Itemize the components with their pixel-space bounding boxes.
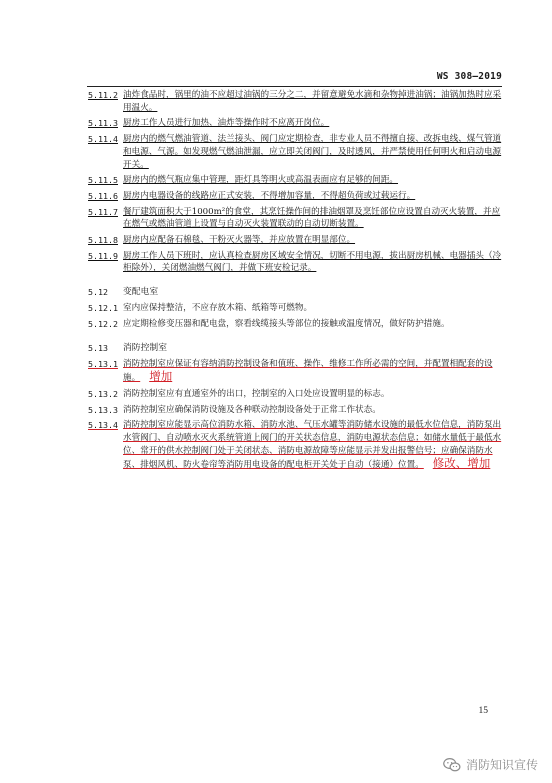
- annotation-modified-added: 修改、增加: [432, 456, 491, 471]
- clause-5-11-3: [88, 117, 502, 130]
- clause-5-11-2: [88, 89, 502, 114]
- clause-5-13-3: [88, 404, 502, 417]
- clause-number: 5.11.3: [88, 118, 118, 129]
- header-rule: [87, 86, 502, 87]
- clause-text: 厨房内的燃气瓶应集中管理，距灯具等明火或高温表面应有足够的间距。: [123, 175, 399, 186]
- wechat-icon: [443, 757, 461, 773]
- page-number: 15: [478, 706, 488, 716]
- clause-text: 室内应保持整洁，不应存放木箱、纸箱等可燃物。: [123, 303, 313, 314]
- clause-text: 消防控制室应确保消防设施及各种联动控制设备处于正常工作状态。: [123, 404, 381, 415]
- watermark-text: 消防知识宣传: [465, 758, 538, 772]
- section-heading-5-13: [88, 342, 502, 355]
- clause-number: 5.12.1: [88, 303, 118, 314]
- clause-text: 消防控制室应保证有容纳消防控制设备和值班、操作、维修工作所必需的空间，并配置相配套的设施。: [123, 358, 493, 384]
- clause-text: 油炸食品时，锅里的油不应超过油锅的三分之二，并留意避免水滴和杂物掉进油锅；油锅加热时应采用温火。: [123, 90, 502, 113]
- document-body: [88, 89, 502, 472]
- clause-5-11-9: [88, 250, 502, 275]
- clause-number: 5.11.5: [88, 175, 118, 186]
- clause-text: 消防控制室应有直通室外的出口，控制室的入口处应设置明显的标志。: [123, 388, 390, 399]
- clause-5-12-2: [88, 318, 502, 331]
- clause-text: 厨房工作人员进行加热、油炸等操作时不应离开岗位。: [123, 118, 330, 129]
- clause-5-11-4: [88, 133, 502, 171]
- clause-5-13-2: [88, 388, 502, 401]
- clause-number: 5.11.9: [88, 250, 118, 261]
- clause-5-11-7: [88, 206, 502, 231]
- clause-number: 5.12.2: [88, 318, 118, 329]
- clause-number: 5.11.6: [88, 190, 118, 201]
- clause-text: 厨房内电器设备的线路应正式安装，不得增加容量，不得超负荷或过载运行。: [123, 190, 416, 201]
- clause-text: 应定期检修变压器和配电盘，察看线缆接头等部位的接触或温度情况，做好防护措施。: [123, 318, 450, 329]
- section-title: 变配电室: [123, 287, 159, 298]
- clause-number: 5.13.3: [88, 404, 118, 415]
- watermark: [443, 756, 538, 773]
- clause-text: 厨房内的燃气燃油管道、法兰接头、阀门应定期检查，非专业人员不得擅自接、改拆电线、煤气管道和电源、气源。如发现燃气燃油泄漏，应立即关闭阀门，及时透风，并严禁使用任何明火和启动电源开关。: [123, 134, 502, 170]
- clause-5-11-5: [88, 174, 502, 187]
- clause-5-13-1: [88, 358, 502, 385]
- clause-5-11-8: [88, 234, 502, 247]
- clause-5-13-4: [88, 419, 502, 472]
- clause-text: 厨房工作人员下班时，应认真检查厨房区域安全情况，切断不用电源，拔出厨房机械、电器插头（冷柜除外），关闭燃油燃气阀门，并做下班安检记录。: [123, 250, 502, 274]
- clause-number: 5.13.2: [88, 388, 118, 399]
- doc-code: WS 308—2019: [436, 71, 502, 82]
- clause-5-11-6: [88, 190, 502, 203]
- clause-number: 5.11.8: [88, 235, 118, 246]
- clause-number: 5.13.1: [88, 358, 118, 369]
- clause-number: 5.13.4: [88, 420, 118, 431]
- section-number: 5.12: [88, 287, 108, 298]
- clause-number: 5.11.7: [88, 206, 118, 217]
- clause-text: 消防控制室应能显示高位消防水箱、消防水池、气压水罐等消防储水设施的最低水位信息，消防泵出水管阀门、自动喷水灭火系统管道上阀门的开关状态信息，消防电源状态信息；如储水量低于最低水位、常开的供水控制阀门处于关闭状态、消防电源故障等应能显示并发出报警信号；应确保消防水泵、排烟风机、防火卷帘等消防用电设备的配电柜开关处于自动（接通）位置。: [123, 420, 502, 471]
- clause-number: 5.11.4: [88, 134, 118, 145]
- clause-5-12-1: [88, 302, 502, 315]
- clause-text: 厨房内应配备石棉毯、干粉灭火器等，并应放置在明显部位。: [123, 235, 356, 246]
- clause-number: 5.11.2: [88, 90, 118, 100]
- annotation-added: 增加: [149, 369, 173, 384]
- section-title: 消防控制室: [123, 342, 167, 353]
- clause-text: 餐厅建筑面积大于1000m²的食堂，其烹饪操作间的排油烟罩及烹饪部位应设置自动灭火装置，并应在燃气或燃油管道上设置与自动灭火装置联动的自动切断装置。: [123, 206, 501, 230]
- section-heading-5-12: [88, 286, 502, 299]
- section-number: 5.13: [88, 342, 108, 353]
